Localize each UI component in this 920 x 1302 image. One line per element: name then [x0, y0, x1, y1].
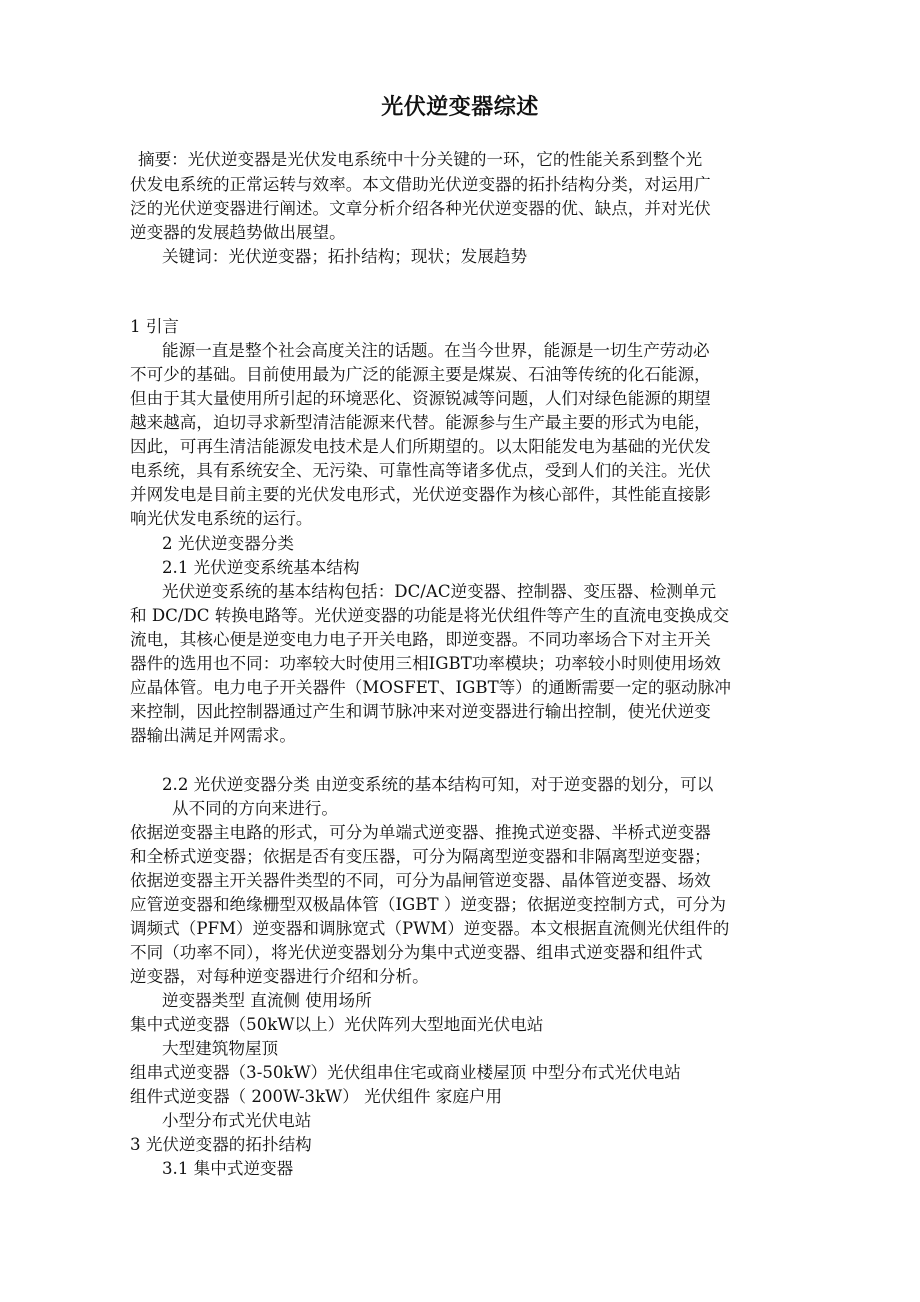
body-line: 调频式（PFM）逆变器和调脉宽式（PWM）逆变器。本文根据直流侧光伏组件的 — [130, 919, 730, 938]
document-title: 光伏逆变器综述 — [381, 95, 539, 120]
body-line: 和 DC/DC 转换电路等。光伏逆变器的功能是将光伏组件等产生的直流电变换成交 — [130, 606, 730, 625]
body-line: 应管逆变器和绝缘栅型双极晶体管（IGBT ）逆变器；依据逆变控制方式，可分为 — [130, 895, 726, 914]
keywords-line: 关键词：光伏逆变器；拓扑结构；现状；发展趋势 — [162, 247, 528, 266]
table-row-line: 集中式逆变器（50kW以上）光伏阵列大型地面光伏电站 — [130, 1015, 544, 1034]
abstract-line: 摘要：光伏逆变器是光伏发电系统中十分关键的一环，它的性能关系到整个光 — [138, 150, 703, 169]
body-line: 能源一直是整个社会高度关注的话题。在当今世界，能源是一切生产劳动必 — [162, 341, 710, 360]
body-line: 不可少的基础。目前使用最为广泛的能源主要是煤炭、石油等传统的化石能源， — [130, 365, 711, 384]
body-line: 依据逆变器主开关器件类型的不同，可分为晶闸管逆变器、晶体管逆变器、场效 — [130, 871, 711, 890]
body-line: 光伏逆变系统的基本结构包括：DC/AC逆变器、控制器、变压器、检测单元 — [162, 582, 717, 601]
body-line: 来控制，因此控制器通过产生和调节脉冲来对逆变器进行输出控制，使光伏逆变 — [130, 702, 711, 721]
section-heading: 1 引言 — [130, 317, 180, 336]
body-line: 越来越高，迫切寻求新型清洁能源来代替。能源参与生产最主要的形式为电能， — [130, 413, 711, 432]
table-row-line: 大型建筑物屋顶 — [162, 1039, 279, 1058]
body-line: 器件的选用也不同：功率较大时使用三相IGBT功率模块；功率较小时则使用场效 — [130, 654, 721, 673]
table-header-line: 逆变器类型 直流侧 使用场所 — [162, 991, 372, 1010]
subsection-heading: 2.1 光伏逆变系统基本结构 — [162, 558, 360, 577]
section-heading: 3 光伏逆变器的拓扑结构 — [130, 1135, 312, 1154]
abstract-line: 伏发电系统的正常运转与效率。本文借助光伏逆变器的拓扑结构分类，对运用广 — [130, 175, 711, 194]
body-line: 从不同的方向来进行。 — [172, 799, 338, 818]
body-line: 不同（功率不同），将光伏逆变器划分为集中式逆变器、组串式逆变器和组件式 — [130, 943, 703, 962]
table-row-line: 组串式逆变器（3-50kW）光伏组串住宅或商业楼屋顶 中型分布式光伏电站 — [130, 1063, 681, 1082]
table-row-line: 组件式逆变器（ 200W-3kW） 光伏组件 家庭户用 — [130, 1087, 503, 1106]
subsection-heading: 2.2 光伏逆变器分类 由逆变系统的基本结构可知，对于逆变器的划分，可以 — [162, 775, 714, 794]
body-line: 器输出满足并网需求。 — [130, 726, 296, 745]
body-line: 逆变器，对每种逆变器进行介绍和分析。 — [130, 967, 429, 986]
body-line: 并网发电是目前主要的光伏发电形式，光伏逆变器作为核心部件，其性能直接影 — [130, 485, 711, 504]
section-heading: 2 光伏逆变器分类 — [162, 534, 294, 553]
subsection-heading: 3.1 集中式逆变器 — [162, 1159, 294, 1178]
body-line: 因此，可再生清洁能源发电技术是人们所期望的。以太阳能发电为基础的光伏发 — [130, 437, 711, 456]
table-row-line: 小型分布式光伏电站 — [162, 1111, 312, 1130]
body-line: 依据逆变器主电路的形式，可分为单端式逆变器、推挽式逆变器、半桥式逆变器 — [130, 823, 711, 842]
abstract-line: 逆变器的发展趋势做出展望。 — [130, 223, 346, 242]
body-line: 和全桥式逆变器；依据是否有变压器，可分为隔离型逆变器和非隔离型逆变器； — [130, 847, 711, 866]
body-line: 电系统，具有系统安全、无污染、可靠性高等诸多优点，受到人们的关注。光伏 — [130, 461, 711, 480]
body-line: 应晶体管。电力电子开关器件（MOSFET、IGBT等）的通断需要一定的驱动脉冲 — [130, 678, 731, 697]
abstract-line: 泛的光伏逆变器进行阐述。文章分析介绍各种光伏逆变器的优、缺点，并对光伏 — [130, 199, 711, 218]
body-line: 但由于其大量使用所引起的环境恶化、资源锐减等问题，人们对绿色能源的期望 — [130, 389, 711, 408]
body-line: 响光伏发电系统的运行。 — [130, 509, 313, 528]
body-line: 流电，其核心便是逆变电力电子开关电路，即逆变器。不同功率场合下对主开关 — [130, 630, 711, 649]
